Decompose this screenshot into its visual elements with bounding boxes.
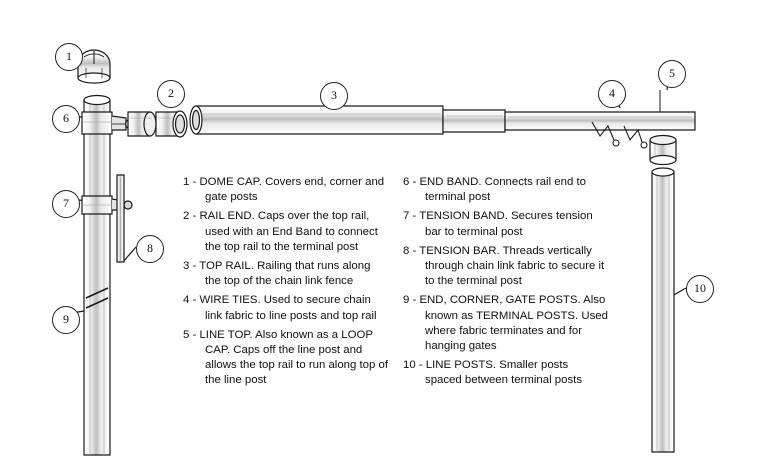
legend-item-10: 10 - LINE POSTS. Smaller posts spaced between terminal posts	[403, 359, 583, 387]
legend-column-left	[183, 175, 388, 393]
callout-9: 9	[52, 306, 80, 334]
legend-item-2: 2 - RAIL END. Caps over the top rail, used with an End Band to connect the top rail to the terminal post	[183, 210, 378, 253]
callout-4: 4	[598, 80, 626, 108]
callout-8: 8	[136, 235, 164, 263]
legend-column-right	[403, 175, 608, 393]
legend-item-7: 7 - TENSION BAND. Secures tension bar to terminal post	[403, 210, 593, 238]
callout-3: 3	[320, 82, 348, 110]
legend-item-6: 6 - END BAND. Connects rail end to terminal post	[403, 176, 586, 204]
legend-item-9: 9 - END, CORNER, GATE POSTS. Also known as TERMINAL POSTS. Used where fabric terminates and for hanging gates	[403, 294, 608, 353]
callout-5: 5	[658, 60, 686, 88]
callout-6: 6	[52, 105, 80, 133]
legend-item-1: 1 - DOME CAP. Covers end, corner and gate posts	[183, 176, 385, 204]
callout-2: 2	[157, 80, 185, 108]
callout-7: 7	[52, 190, 80, 218]
legend-item-3: 3 - TOP RAIL. Railing that runs along the top of the chain link fence	[183, 260, 371, 288]
callout-10: 10	[686, 275, 714, 303]
legend-item-5: 5 - LINE TOP. Also known as a LOOP CAP. Caps off the line post and allows the top rail to run along top of the line post	[183, 328, 388, 387]
legend-item-8: 8 - TENSION BAR. Threads vertically through chain link fabric to secure it to the terminal post	[403, 244, 605, 288]
callout-1: 1	[55, 43, 83, 71]
legend-item-4: 4 - WIRE TIES. Used to secure chain link fabric to line posts and top rail	[183, 294, 377, 322]
